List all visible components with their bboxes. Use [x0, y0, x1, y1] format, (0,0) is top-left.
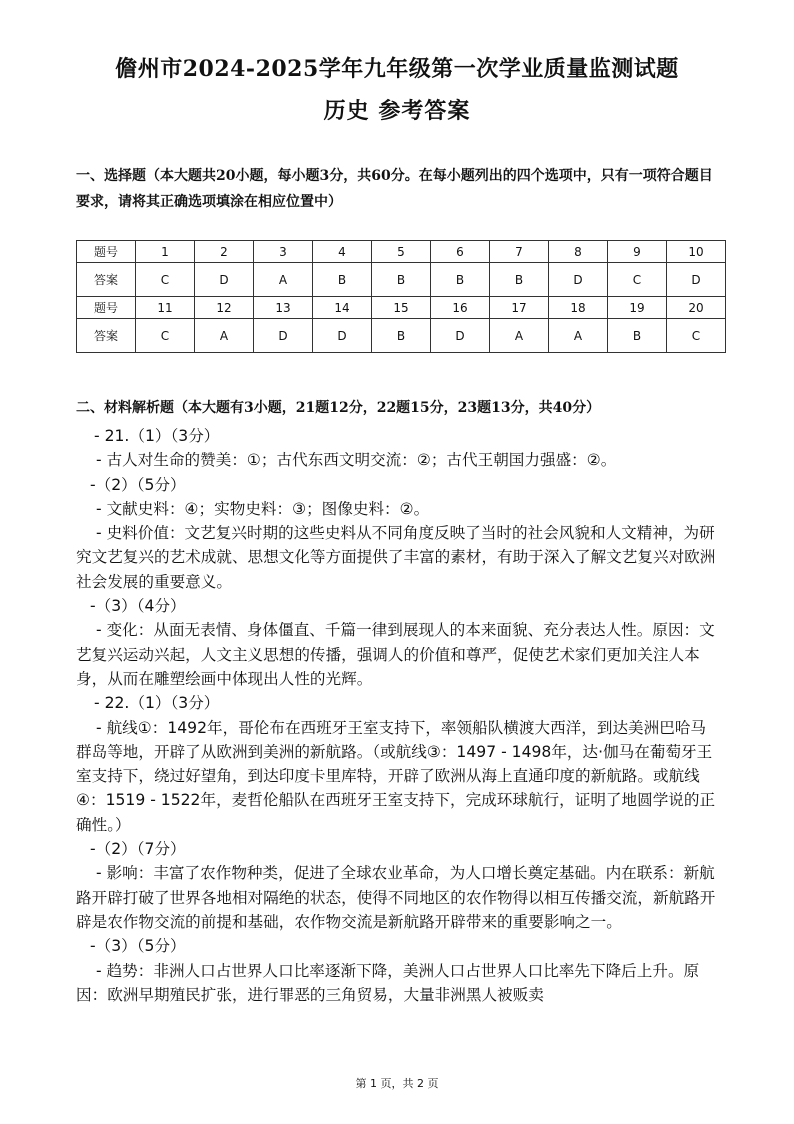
table-cell: D [195, 263, 254, 297]
question-22-part-2: -（2）（7分） [90, 840, 186, 859]
document-title: 儋州市2024-2025学年九年级第一次学业质量监测试题 [115, 56, 679, 82]
table-row [77, 263, 726, 297]
answer-table [76, 240, 726, 353]
table-cell: A [195, 319, 254, 353]
table-cell: 6 [431, 241, 490, 263]
table-cell: 20 [667, 297, 726, 319]
table-cell: A [254, 263, 313, 297]
table-cell: C [608, 263, 667, 297]
document-subtitle: 历史 参考答案 [323, 98, 471, 124]
table-cell: 2 [195, 241, 254, 263]
table-cell: B [313, 263, 372, 297]
table-cell: 19 [608, 297, 667, 319]
table-cell: 18 [549, 297, 608, 319]
answer-paragraph: - 航线①：1492年，哥伦布在西班牙王室支持下，率领船队横渡大西洋，到达美洲巴哈马群岛等地，开辟了从欧洲到美洲的新航路。（或航线③：1497 - 1498年，达·伽马在葡萄牙王室支持下，绕过好望角，到达印度卡里库特，开辟了欧洲从海上直通印度的新航路。或航线④：1519 - 1522年，麦哲伦船队在西班牙王室支持下，完成环球航行，证明了地圆学说的正确性。） [76, 718, 716, 834]
table-cell: 8 [549, 241, 608, 263]
table-cell: A [490, 319, 549, 353]
table-cell: B [372, 319, 431, 353]
table-cell: C [136, 319, 195, 353]
table-cell: B [608, 319, 667, 353]
answer-paragraph: - 趋势：非洲人口占世界人口比率逐渐下降，美洲人口占世界人口比率先下降后上升。原因：欧洲早期殖民扩张，进行罪恶的三角贸易，大量非洲黑人被贩卖 [76, 961, 700, 1004]
row-label-number: 题号 [77, 241, 136, 263]
table-row [77, 297, 726, 319]
table-row [77, 319, 726, 353]
answer-line: - 古人对生命的赞美：①；古代东西文明交流：②；古代王朝国力强盛：②。 [96, 451, 617, 470]
table-cell: B [490, 263, 549, 297]
answer-paragraph: - 变化：从面无表情、身体僵直、千篇一律到展现人的本来面貌、充分表达人性。原因：文艺复兴运动兴起，人文主义思想的传播，强调人的价值和尊严，促使艺术家们更加关注人本身，从而在雕塑绘画中体现出人性的光辉。 [76, 621, 715, 688]
table-cell: 1 [136, 241, 195, 263]
table-cell: B [372, 263, 431, 297]
answer-line: - 文献史料：④；实物史料：③；图像史料：②。 [96, 499, 430, 518]
table-cell: 14 [313, 297, 372, 319]
table-cell: 12 [195, 297, 254, 319]
table-cell: 5 [372, 241, 431, 263]
question-21-part-1: - 21.（1）（3分） [94, 427, 220, 445]
table-cell: D [431, 319, 490, 353]
table-cell: D [667, 263, 726, 297]
table-cell: D [549, 263, 608, 297]
table-row [77, 241, 726, 263]
row-label-answer: 答案 [77, 319, 136, 353]
section-1-heading: 一、选择题（本大题共20小题，每小题3分，共60分。在每小题列出的四个选项中，只有一项符合题目要求，请将其正确选项填涂在相应位置中） [76, 168, 713, 210]
table-cell: 10 [667, 241, 726, 263]
question-21-part-3: -（3）（4分） [90, 597, 186, 616]
table-cell: C [667, 319, 726, 353]
answer-paragraph: - 史料价值：文艺复兴时期的这些史料从不同角度反映了当时的社会风貌和人文精神，为研究文艺复兴的艺术成就、思想文化等方面提供了丰富的素材，有助于深入了解文艺复兴对欧洲社会发展的重要意义。 [76, 524, 716, 591]
table-cell: 4 [313, 241, 372, 263]
question-22-part-1: - 22.（1）（3分） [94, 694, 220, 713]
section-2-heading: 二、材料解析题（本大题有3小题，21题12分，22题15分，23题13分，共40分） [76, 400, 601, 416]
table-cell: D [313, 319, 372, 353]
question-21-part-2: -（2）（5分） [90, 475, 186, 494]
answer-body [76, 424, 716, 1007]
table-cell: A [549, 319, 608, 353]
table-cell: 11 [136, 297, 195, 319]
question-22-part-3: -（3）（5分） [90, 937, 186, 956]
table-cell: 17 [490, 297, 549, 319]
row-label-number: 题号 [77, 297, 136, 319]
table-cell: D [254, 319, 313, 353]
table-cell: 3 [254, 241, 313, 263]
answer-paragraph: - 影响：丰富了农作物种类，促进了全球农业革命，为人口增长奠定基础。内在联系：新航路开辟打破了世界各地相对隔绝的状态，使得不同地区的农作物得以相互传播交流，新航路开辟是农作物交流的前提和基础，农作物交流是新航路开辟带来的重要影响之一。 [76, 864, 716, 931]
page-footer: 第 1 页，共 2 页 [355, 1077, 439, 1090]
table-cell: 7 [490, 241, 549, 263]
table-cell: C [136, 263, 195, 297]
table-cell: 15 [372, 297, 431, 319]
table-cell: 13 [254, 297, 313, 319]
table-cell: B [431, 263, 490, 297]
row-label-answer: 答案 [77, 263, 136, 297]
table-cell: 16 [431, 297, 490, 319]
table-cell: 9 [608, 241, 667, 263]
